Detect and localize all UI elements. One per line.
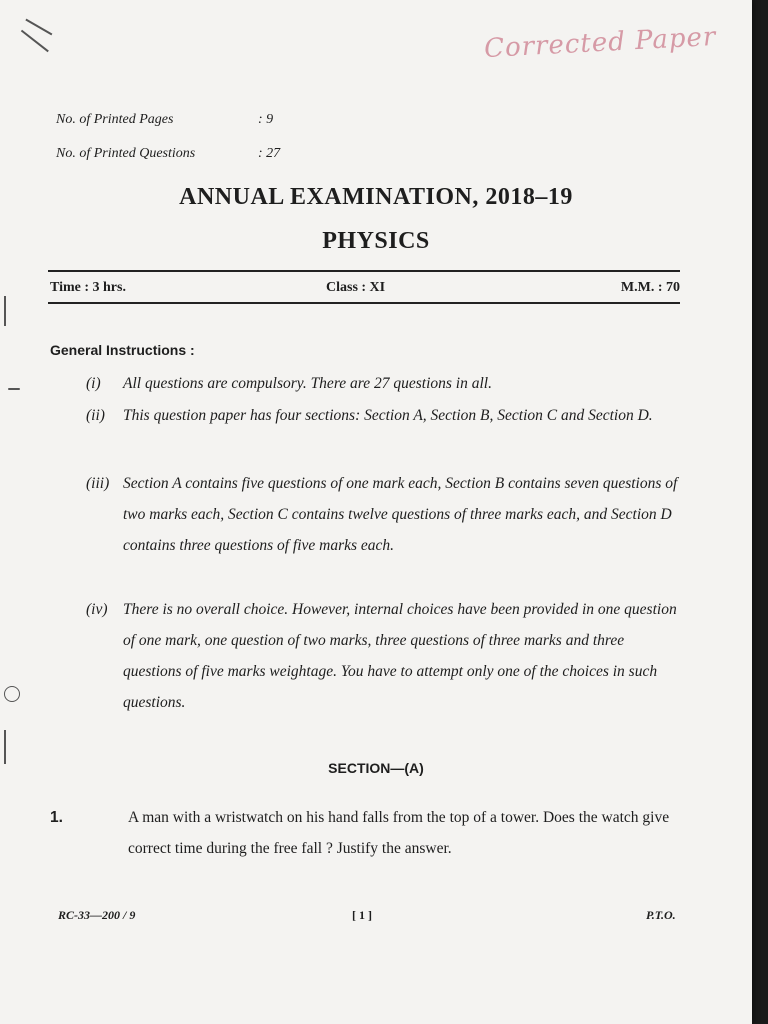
printed-questions-label: No. of Printed Questions bbox=[56, 146, 196, 161]
instruction-text: This question paper has four sections: Section A, Section B, Section C and Section D. bbox=[123, 407, 653, 424]
instruction-item bbox=[86, 400, 686, 431]
instruction-item bbox=[86, 368, 686, 399]
margin-mark bbox=[4, 730, 6, 764]
margin-mark bbox=[8, 388, 20, 390]
class-label: Class : XI bbox=[326, 280, 386, 295]
printed-questions-line bbox=[56, 146, 281, 162]
exam-title: ANNUAL EXAMINATION, 2018–19 bbox=[179, 184, 573, 210]
instruction-item bbox=[86, 594, 686, 718]
printed-questions-value: : 27 bbox=[258, 146, 281, 161]
instruction-item bbox=[86, 468, 686, 561]
page-number: [ 1 ] bbox=[352, 908, 372, 922]
instruction-number: (iv) bbox=[86, 601, 108, 618]
punch-hole-mark bbox=[4, 686, 20, 702]
question-text: A man with a wristwatch on his hand falls from the top of a tower. Does the watch give correct time during the free fall ? Justify the answer. bbox=[128, 809, 670, 857]
question-number: 1. bbox=[50, 809, 63, 826]
pen-mark bbox=[26, 19, 53, 35]
please-turn-over: P.T.O. bbox=[646, 908, 676, 922]
instruction-number: (i) bbox=[86, 375, 101, 392]
max-marks-label: M.M. : 70 bbox=[620, 280, 680, 295]
section-a-heading: SECTION—(A) bbox=[328, 760, 424, 776]
printed-pages-line bbox=[56, 112, 274, 128]
bottom-rule bbox=[48, 302, 680, 304]
paper-code: RC-33—200 / 9 bbox=[58, 908, 136, 922]
top-rule bbox=[48, 270, 680, 272]
printed-pages-label: No. of Printed Pages bbox=[56, 112, 174, 127]
printed-pages-value: : 9 bbox=[258, 112, 274, 127]
margin-mark bbox=[4, 296, 6, 326]
instruction-text: All questions are compulsory. There are 27 questions in all. bbox=[123, 375, 492, 392]
time-label: Time : 3 hrs. bbox=[50, 280, 126, 295]
instruction-text: There is no overall choice. However, internal choices have been provided in one question of one mark, one question of two marks, three questions of three marks and three questions of five marks weightage. You have to attempt only one of the choices in such questions. bbox=[123, 601, 677, 711]
corrected-paper-stamp: Corrected Paper bbox=[483, 21, 718, 65]
pen-mark bbox=[21, 30, 49, 52]
subject-title: PHYSICS bbox=[322, 228, 430, 254]
general-instructions-heading: General Instructions : bbox=[50, 342, 195, 358]
instruction-number: (iii) bbox=[86, 475, 110, 492]
question-1 bbox=[50, 802, 690, 864]
instruction-number: (ii) bbox=[86, 407, 105, 424]
instruction-text: Section A contains five questions of one mark each, Section B contains seven questions of two marks each, Section C contains twelve questions of three marks each, and Section D contains three questions of five marks each. bbox=[123, 475, 678, 554]
